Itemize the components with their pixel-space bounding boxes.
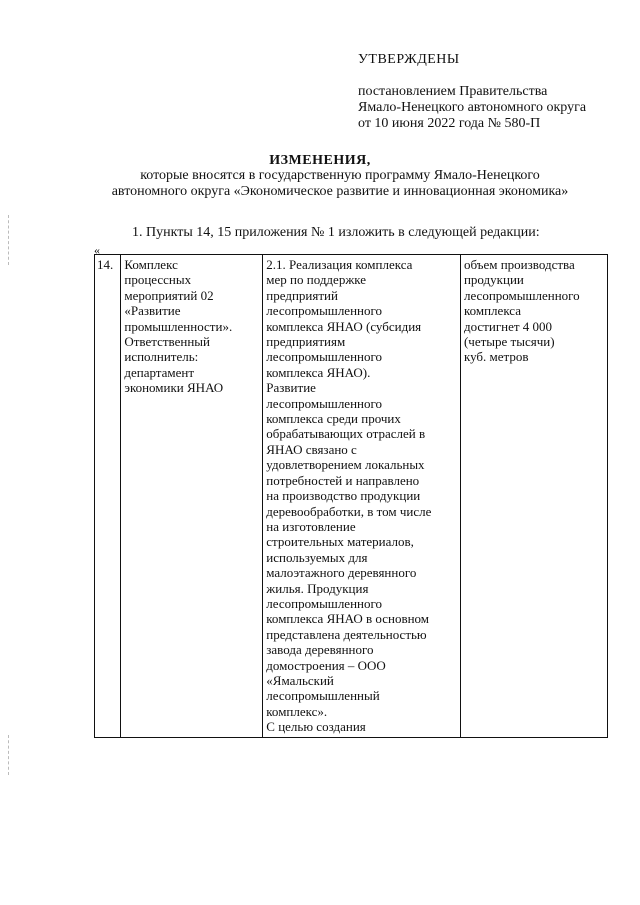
- cell-line: экономики ЯНАО: [124, 380, 224, 396]
- cell-line: потребностей и направлено: [266, 472, 420, 488]
- approval-line: Ямало-Ненецкого автономного округа: [358, 100, 587, 115]
- approval-line: постановлением Правительства: [358, 84, 548, 99]
- complex-name-cell: [121, 255, 263, 738]
- cell-line: лесопромышленного: [266, 595, 382, 611]
- subtitle-line: автономного округа «Экономическое развитие и инновационная экономика»: [111, 184, 569, 199]
- cell-line: на производство продукции: [266, 488, 421, 504]
- document-subtitle: [80, 168, 600, 200]
- cell-line: Ответственный: [124, 334, 210, 350]
- row-number-cell: [95, 255, 121, 738]
- cell-line: 2.1. Реализация комплекса: [266, 257, 413, 272]
- cell-line: мер по поддержке: [266, 272, 367, 288]
- cell-line: комплекса среди прочих: [266, 411, 401, 427]
- cell-line: предприятий: [266, 287, 338, 303]
- cell-line: С целью создания: [266, 719, 366, 735]
- cell-line: департамент: [124, 364, 195, 380]
- approval-block: [358, 52, 586, 132]
- cell-line: комплекс».: [266, 703, 328, 719]
- cell-line: исполнитель:: [124, 349, 199, 365]
- cell-line: представлена деятельностью: [266, 626, 427, 642]
- cell-line: «Ямальский: [266, 672, 334, 688]
- cell-line: «Развитие: [124, 303, 181, 319]
- result-indicator-cell: [460, 255, 607, 738]
- cell-line: мероприятий 02: [124, 287, 214, 303]
- cell-line: объем производства: [463, 257, 575, 272]
- document-title: ИЗМЕНЕНИЯ,: [269, 153, 371, 168]
- cell-line: малоэтажного деревянного: [266, 565, 417, 581]
- cell-line: на изготовление: [266, 518, 356, 534]
- approval-heading: УТВЕРЖДЕНЫ: [358, 52, 460, 67]
- opening-quote: «: [94, 243, 100, 257]
- row-number: 14.: [97, 257, 114, 272]
- amendment-paragraph: 1. Пункты 14, 15 приложения № 1 изложить в следующей редакции:: [132, 225, 540, 240]
- scan-edge-mark: [8, 215, 11, 265]
- cell-line: лесопромышленный: [266, 688, 380, 704]
- cell-line: комплекса: [463, 303, 522, 319]
- cell-line: жилья. Продукция: [266, 580, 369, 596]
- cell-line: комплекса ЯНАО (субсидия: [266, 318, 422, 334]
- cell-line: комплекса ЯНАО в основном: [266, 611, 430, 627]
- cell-line: (четыре тысячи): [463, 334, 555, 350]
- table-row: [95, 255, 608, 738]
- cell-line: промышленности».: [124, 318, 233, 334]
- cell-line: лесопромышленного: [463, 287, 580, 303]
- approval-line: от 10 июня 2022 года № 580-П: [358, 116, 541, 131]
- scan-edge-mark: [8, 735, 11, 775]
- cell-line: ЯНАО связано с: [266, 441, 357, 457]
- cell-line: лесопромышленного: [266, 395, 382, 411]
- cell-line: лесопромышленного: [266, 349, 382, 365]
- amendment-table: [94, 254, 608, 738]
- cell-line: используемых для: [266, 549, 368, 565]
- cell-line: процессных: [124, 272, 192, 288]
- cell-line: Комплекс: [124, 257, 178, 272]
- cell-line: строительных материалов,: [266, 534, 414, 550]
- cell-line: куб. метров: [463, 349, 529, 365]
- measure-description-cell: [263, 255, 461, 738]
- cell-line: деревообработки, в том числе: [266, 503, 432, 519]
- cell-line: завода деревянного: [266, 642, 374, 658]
- cell-line: продукции: [463, 272, 524, 288]
- cell-line: удовлетворением локальных: [266, 457, 425, 473]
- cell-line: Развитие: [266, 380, 316, 396]
- cell-line: домостроения – ООО: [266, 657, 386, 673]
- cell-line: достигнет 4 000: [463, 318, 553, 334]
- subtitle-line: которые вносятся в государственную программу Ямало-Ненецкого: [140, 168, 540, 183]
- cell-line: предприятиям: [266, 334, 346, 350]
- cell-line: комплекса ЯНАО).: [266, 364, 371, 380]
- cell-line: обрабатывающих отраслей в: [266, 426, 426, 442]
- cell-line: лесопромышленного: [266, 303, 382, 319]
